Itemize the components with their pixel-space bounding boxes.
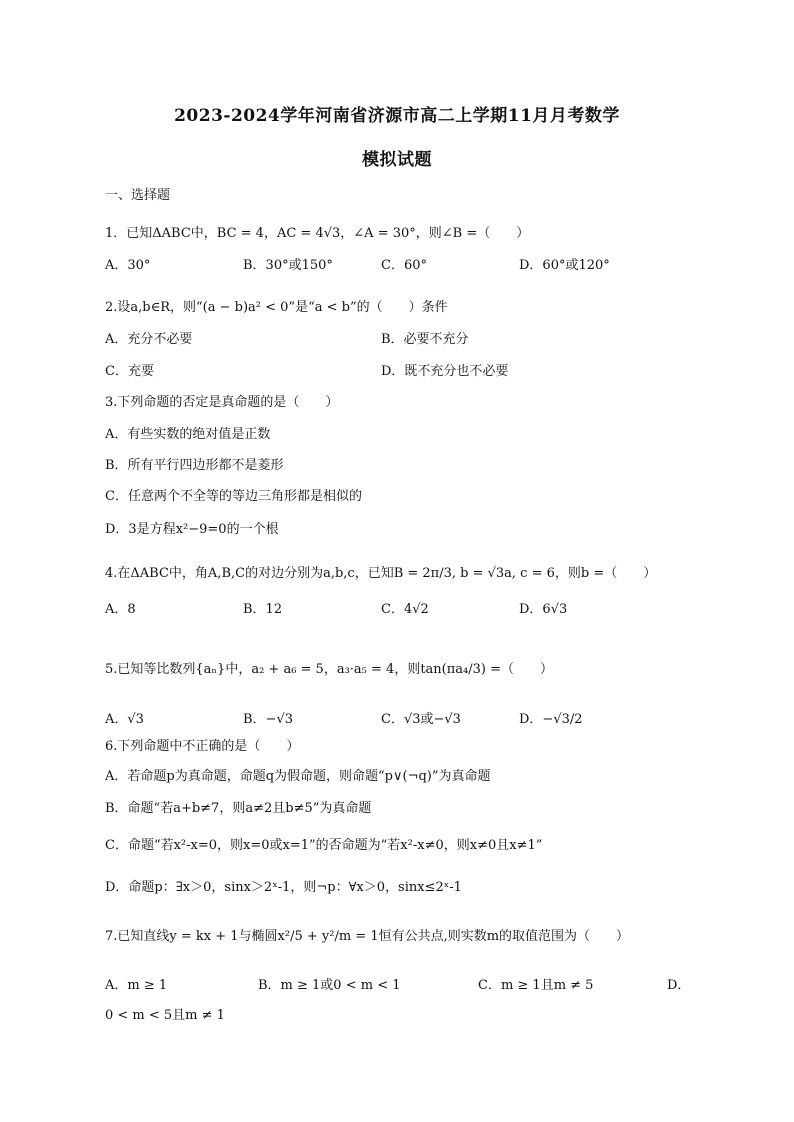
q4-option-b: B．12 <box>243 602 283 617</box>
q3-option-c: C．任意两个不全等的等边三角形都是相似的 <box>105 489 362 504</box>
question-4-stem: 4.在ΔABC中，角A,B,C的对边分别为a,b,c，已知B = 2π/3, b = √3a, c = 6，则b =（ ） <box>105 566 657 581</box>
q5-option-c: C．√3或−√3 <box>381 712 461 727</box>
q7-option-a: A．m ≥ 1 <box>105 978 168 993</box>
q4-option-a: A．8 <box>105 602 136 617</box>
q1-option-d: D．60°或120° <box>519 258 610 273</box>
q4-option-d: D．6√3 <box>519 602 568 617</box>
q4-option-c: C．4√2 <box>381 602 429 617</box>
q6-option-a: A．若命题p为真命题，命题q为假命题，则命题“p∨(¬q)”为真命题 <box>105 769 491 784</box>
question-5-stem: 5.已知等比数列{aₙ}中，a₂ + a₆ = 5，a₃·a₅ = 4，则tan(πa₄/3) =（ ） <box>105 662 553 677</box>
q3-option-d: D．3是方程x²−9=0的一个根 <box>105 522 279 537</box>
q2-option-a: A．充分不必要 <box>105 332 193 347</box>
question-2-stem: 2.设a,b∈R，则“(a − b)a² < 0”是“a < b”的（ ）条件 <box>105 300 448 315</box>
q7-option-d: 0 < m < 5且m ≠ 1 <box>105 1008 225 1023</box>
question-3-stem: 3.下列命题的否定是真命题的是（ ） <box>105 395 339 410</box>
q7-option-b: B．m ≥ 1或0 < m < 1 <box>258 978 401 993</box>
q6-option-d: D．命题p：∃x＞0，sinx＞2ˣ-1，则¬p：∀x＞0，sinx≤2ˣ-1 <box>105 880 462 895</box>
q5-option-d: D．−√3/2 <box>519 712 583 727</box>
q1-option-a: A．30° <box>105 258 151 273</box>
q5-option-a: A．√3 <box>105 712 144 727</box>
question-7-stem: 7.已知直线y = kx + 1与椭圆x²/5 + y²/m = 1恒有公共点,则实数m的取值范围为（ ） <box>105 929 630 944</box>
q7-option-c: C．m ≥ 1且m ≠ 5 <box>478 978 594 993</box>
q3-option-b: B．所有平行四边形都不是菱形 <box>105 458 284 473</box>
q5-option-b: B．−√3 <box>243 712 294 727</box>
q1-option-c: C．60° <box>381 258 427 273</box>
q6-option-b: B．命题“若a+b≠7，则a≠2且b≠5”为真命题 <box>105 801 372 816</box>
q1-option-b: B．30°或150° <box>243 258 333 273</box>
question-6-stem: 6.下列命题中不正确的是（ ） <box>105 739 300 754</box>
q6-option-c: C．命题“若x²-x=0，则x=0或x=1”的否命题为“若x²-x≠0，则x≠0且x≠1” <box>105 838 543 853</box>
q3-option-a: A．有些实数的绝对值是正数 <box>105 427 271 442</box>
question-1-stem: 1．已知ΔABC中，BC = 4，AC = 4√3，∠A = 30°，则∠B =（ ） <box>105 226 530 241</box>
document-title: 2023-2024学年河南省济源市高二上学期11月月考数学 <box>174 106 620 126</box>
q7-option-d-label: D． <box>667 978 691 993</box>
section-heading: 一、选择题 <box>105 188 171 203</box>
q2-option-d: D．既不充分也不必要 <box>381 364 509 379</box>
document-subtitle: 模拟试题 <box>362 150 432 170</box>
q2-option-b: B．必要不充分 <box>381 332 469 347</box>
q2-option-c: C．充要 <box>105 364 154 379</box>
